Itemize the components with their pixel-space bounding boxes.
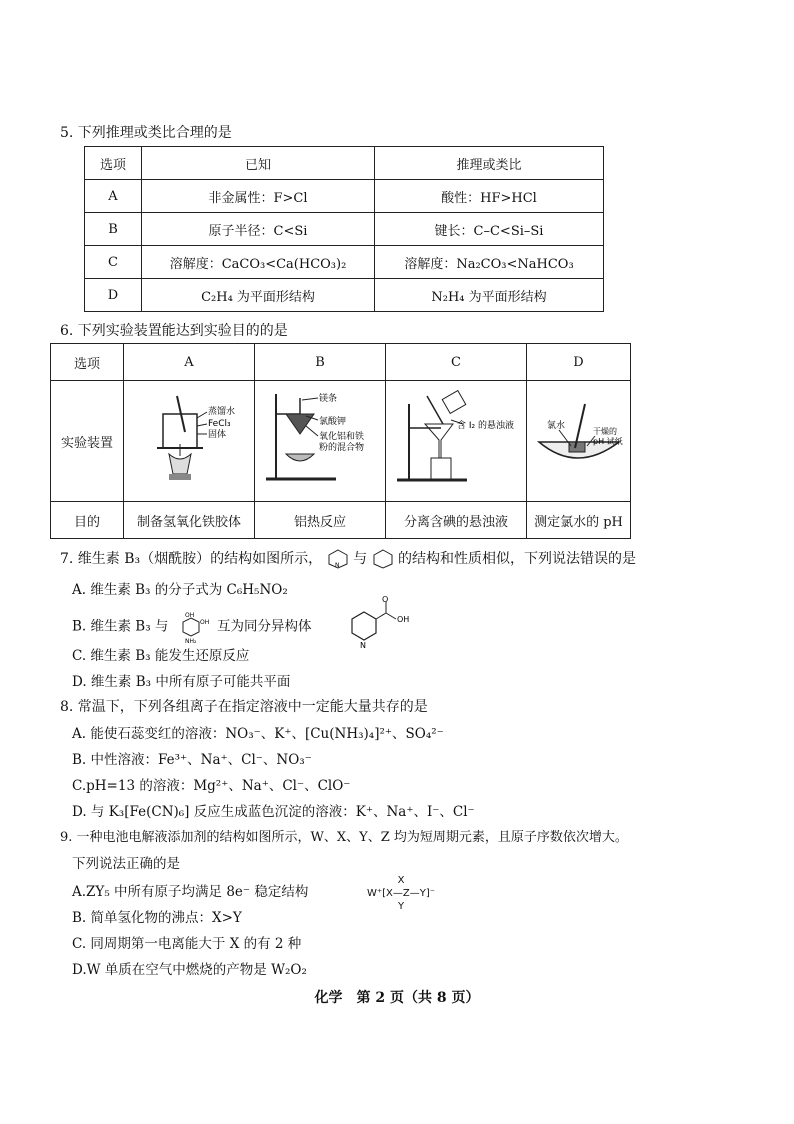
- label-fecl3: FeCl₃: [208, 419, 231, 429]
- benzene-icon: [372, 549, 394, 569]
- q6-goal-d: 测定氯水的 pH: [527, 502, 631, 539]
- label-dry: 干燥的: [592, 427, 617, 436]
- q9-option-d: D.W 单质在空气中燃烧的产物是 W₂O₂: [72, 962, 307, 978]
- q6-goal-label: 目的: [51, 502, 124, 539]
- label-kclo3: 氯酸钾: [319, 417, 347, 427]
- q9-structure: [346, 874, 456, 913]
- q5-row-opt: C: [85, 246, 142, 279]
- q8-stem: 8. 常温下，下列各组离子在指定溶液中一定能大量共存的是: [60, 699, 428, 715]
- q8-option-c: C.pH=13 的溶液：Mg²⁺、Na⁺、Cl⁻、ClO⁻: [72, 778, 351, 794]
- q6-header-b: B: [255, 344, 386, 381]
- q9-stem: 9. 一种电池电解液添加剂的结构如图所示，W、X、Y、Z 均为短周期元素，且原子序数依次增大。: [60, 830, 628, 845]
- q6-app-label: 实验装置: [51, 381, 124, 502]
- q5-row-known: 溶解度：CaCO₃<Ca(HCO₃)₂: [142, 246, 375, 279]
- q5-stem: 5. 下列推理或类比合理的是: [60, 125, 232, 141]
- q5-row-infer: 键长：C–C<Si–Si: [375, 213, 604, 246]
- q9-stem-2: 下列说法正确的是: [72, 856, 180, 872]
- ring-n-label: N: [360, 641, 366, 650]
- q5-row-known: C₂H₄ 为平面形结构: [142, 279, 375, 312]
- q8-option-d: D. 与 K₃[Fe(CN)₆] 反应生成蓝色沉淀的溶液：K⁺、Na⁺、I⁻、Cl⁻: [72, 804, 475, 820]
- thermite-diagram: [256, 384, 384, 494]
- q9-structure-top: X: [397, 875, 405, 886]
- oh-label: OH: [184, 612, 194, 619]
- q9-option-b: B. 简单氢化物的沸点：X>Y: [72, 910, 242, 926]
- q8-option-a: A. 能使石蕊变红的溶液：NO₃⁻、K⁺、[Cu(NH₃)₄]²⁺、SO₄²⁻: [72, 726, 444, 742]
- nh2-label: NH₂: [184, 638, 197, 644]
- apparatus-b: [255, 381, 386, 502]
- q9-option-a: A.ZY₅ 中所有原子均满足 8e⁻ 稳定结构: [72, 884, 309, 900]
- q5-row-opt: A: [85, 180, 142, 213]
- q5-row-opt: B: [85, 213, 142, 246]
- label-mix-1: 氧化铝和铁: [319, 432, 365, 442]
- label-solid: 固体: [208, 430, 227, 440]
- aminophenol-structure-icon: [173, 610, 213, 644]
- oh-label-2: OH: [199, 619, 209, 626]
- label-distilled-water: 蒸馏水: [208, 407, 236, 417]
- q7-option-b-1: B. 维生素 B₃ 与: [72, 618, 169, 635]
- q5-table: [84, 146, 604, 312]
- q9-structure-mid: W⁺[X—Z—Y]⁻: [366, 888, 436, 899]
- filtration-diagram: [387, 384, 525, 494]
- apparatus-a: [124, 381, 255, 502]
- page-footer: 化学 第 2 页（共 8 页）: [314, 990, 480, 1006]
- carbonyl-o-label: O: [382, 595, 389, 604]
- q6-stem: 6. 下列实验装置能达到实验目的的是: [60, 323, 288, 339]
- q5-header-infer: 推理或类比: [375, 147, 604, 180]
- q7-option-b: [72, 610, 312, 644]
- q7-option-a: A. 维生素 B₃ 的分子式为 C₆H₅NO₂: [72, 582, 288, 598]
- q5-row-infer: N₂H₄ 为平面形结构: [375, 279, 604, 312]
- q5-row-infer: 酸性：HF>HCl: [375, 180, 604, 213]
- q8-option-b: B. 中性溶液：Fe³⁺、Na⁺、Cl⁻、NO₃⁻: [72, 752, 312, 768]
- beaker-heating-diagram: [125, 384, 253, 494]
- q6-goal-c: 分离含碘的悬浊液: [386, 502, 527, 539]
- label-mg-strip: 镁条: [319, 394, 338, 404]
- q7-stem: [60, 548, 636, 569]
- q9-structure-bot: Y: [397, 901, 405, 912]
- q5-row-opt: D: [85, 279, 142, 312]
- label-i2-suspension: 含 I₂ 的悬浊液: [457, 421, 514, 431]
- q7-option-d: D. 维生素 B₃ 中所有原子可能共平面: [72, 674, 291, 690]
- q5-header-opt: 选项: [85, 147, 142, 180]
- q5-row-known: 非金属性：F>Cl: [142, 180, 375, 213]
- label-chlorine-water: 氯水: [546, 421, 565, 431]
- label-ph-paper: pH 试纸: [592, 437, 623, 446]
- q9-option-c: C. 同周期第一电离能大于 X 的有 2 种: [72, 936, 302, 952]
- q5-row-infer: 溶解度：Na₂CO₃<NaHCO₃: [375, 246, 604, 279]
- nicotinic-acid-structure: [342, 594, 422, 650]
- cooh-oh-label: OH: [397, 615, 410, 624]
- q6-header-d: D: [527, 344, 631, 381]
- q7-stem-1: 7. 维生素 B₃（烟酰胺）的结构如图所示，: [60, 551, 323, 567]
- ph-paper-diagram: [529, 384, 629, 494]
- q6-goal-b: 铝热反应: [255, 502, 386, 539]
- q6-header-c: C: [386, 344, 527, 381]
- q7-stem-3: 的结构和性质相似，下列说法错误的是: [397, 551, 636, 567]
- label-mix-2: 粉的混合物: [319, 443, 365, 453]
- pyridine-icon: [327, 549, 349, 569]
- q7-option-b-2: 互为同分异构体: [217, 618, 312, 635]
- q6-header-opt: 选项: [51, 344, 124, 381]
- svg-text:N: N: [334, 562, 340, 569]
- q6-table: [50, 343, 631, 539]
- q6-goal-a: 制备氢氧化铁胶体: [124, 502, 255, 539]
- apparatus-d: [527, 381, 631, 502]
- q7-option-c: C. 维生素 B₃ 能发生还原反应: [72, 648, 250, 664]
- q7-stem-2: 与: [353, 551, 368, 567]
- q6-header-a: A: [124, 344, 255, 381]
- q5-row-known: 原子半径：C<Si: [142, 213, 375, 246]
- apparatus-c: [386, 381, 527, 502]
- q5-header-known: 已知: [142, 147, 375, 180]
